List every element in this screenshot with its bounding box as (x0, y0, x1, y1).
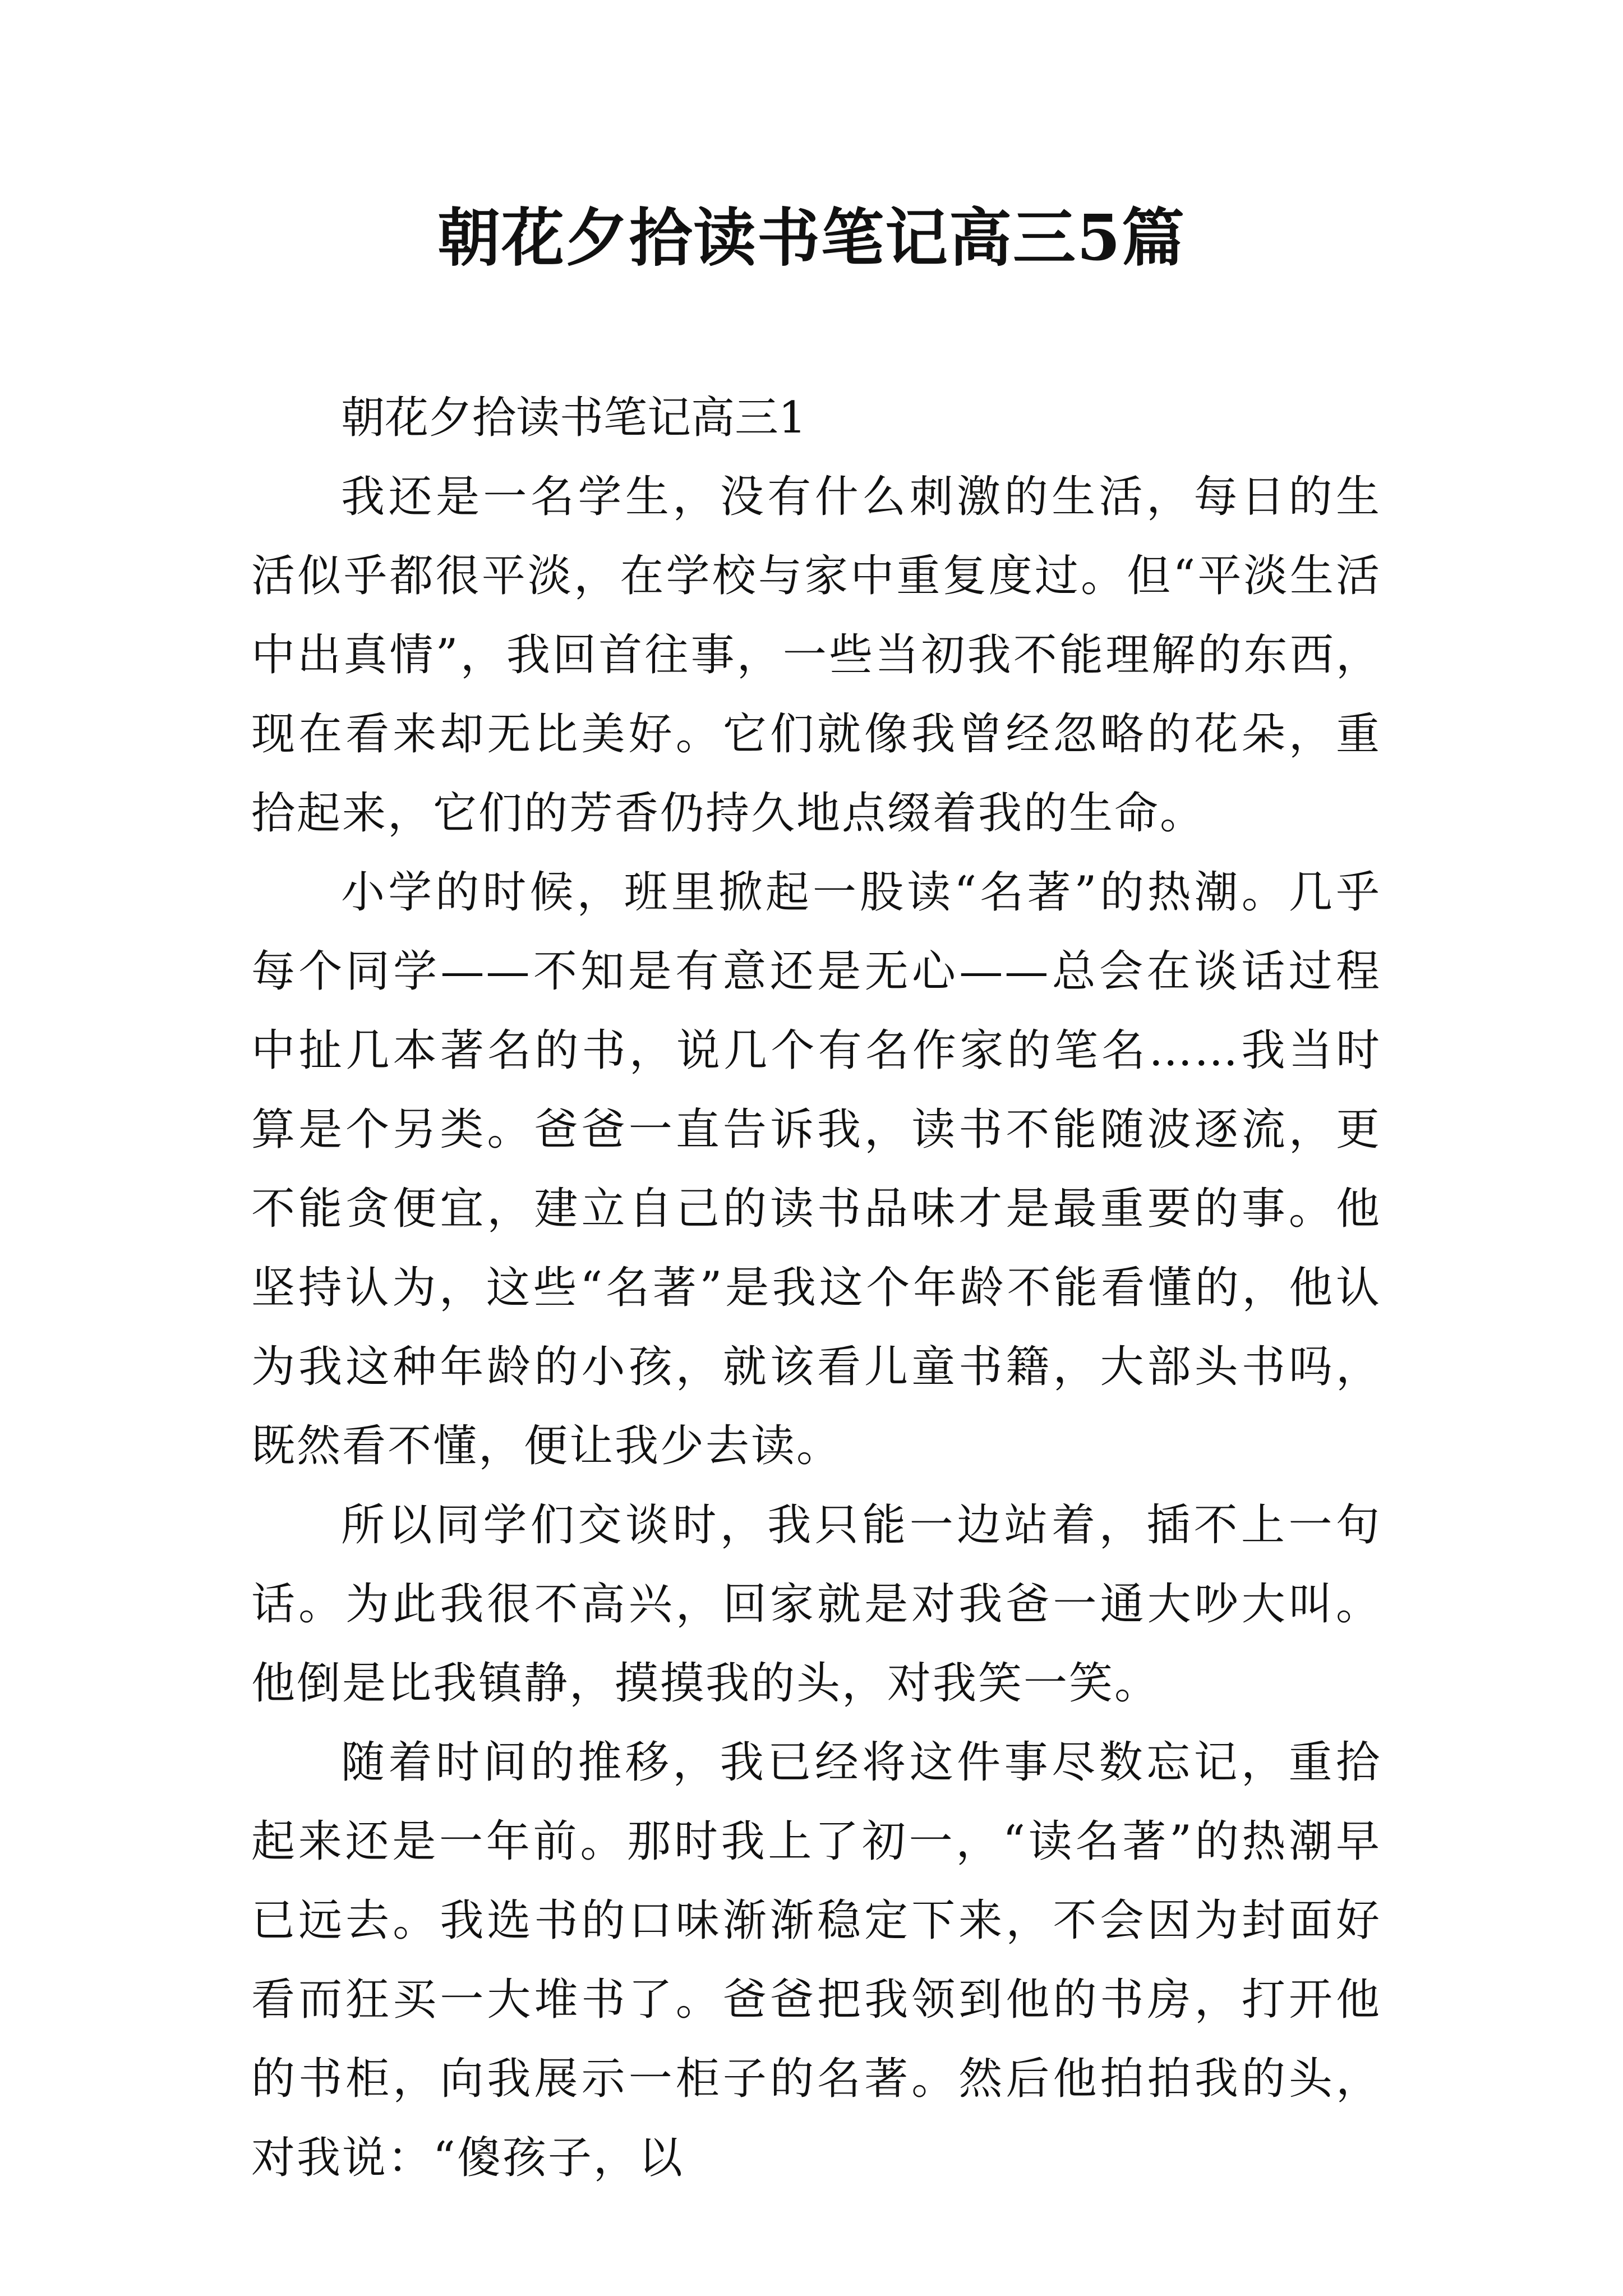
document-title: 朝花夕拾读书笔记高三5篇 (437, 201, 1186, 275)
section-heading: 朝花夕拾读书笔记高三1 (341, 393, 806, 443)
paragraph-1: 我还是一名学生，没有什么刺激的生活，每日的生活似乎都很平淡，在学校与家中重复度过。但“平淡生活中出真情”，我回首往事，一些当初我不能理解的东西，现在看来却无比美好。它们就像我曾经忽略的花朵，重拾起来，它们的芳香仍持久地点缀着我的生命。 (251, 472, 1381, 839)
paragraph-4: 随着时间的推移，我已经将这件事尽数忘记，重拾起来还是一年前。那时我上了初一，“读名著”的热潮早已远去。我选书的口味渐渐稳定下来，不会因为封面好看而狂买一大堆书了。爸爸把我领到他的书房，打开他的书柜，向我展示一柜子的名著。然后他拍拍我的头，对我说：“傻孩子，以 (251, 1737, 1381, 2183)
paragraph-2: 小学的时候，班里掀起一股读“名著”的热潮。几乎每个同学——不知是有意还是无心——总会在谈话过程中扯几本著名的书，说几个有名作家的笔名……我当时算是个另类。爸爸一直告诉我，读书不能随波逐流，更不能贪便宜，建立自己的读书品味才是最重要的事。他坚持认为，这些“名著”是我这个年龄不能看懂的，他认为我这种年龄的小孩，就该看儿童书籍，大部头书吗，既然看不懂，便让我少去读。 (251, 867, 1381, 1471)
paragraph-3: 所以同学们交谈时，我只能一边站着，插不上一句话。为此我很不高兴，回家就是对我爸一通大吵大叫。他倒是比我镇静，摸摸我的头，对我笑一笑。 (251, 1500, 1381, 1709)
document-body (251, 379, 1381, 2198)
